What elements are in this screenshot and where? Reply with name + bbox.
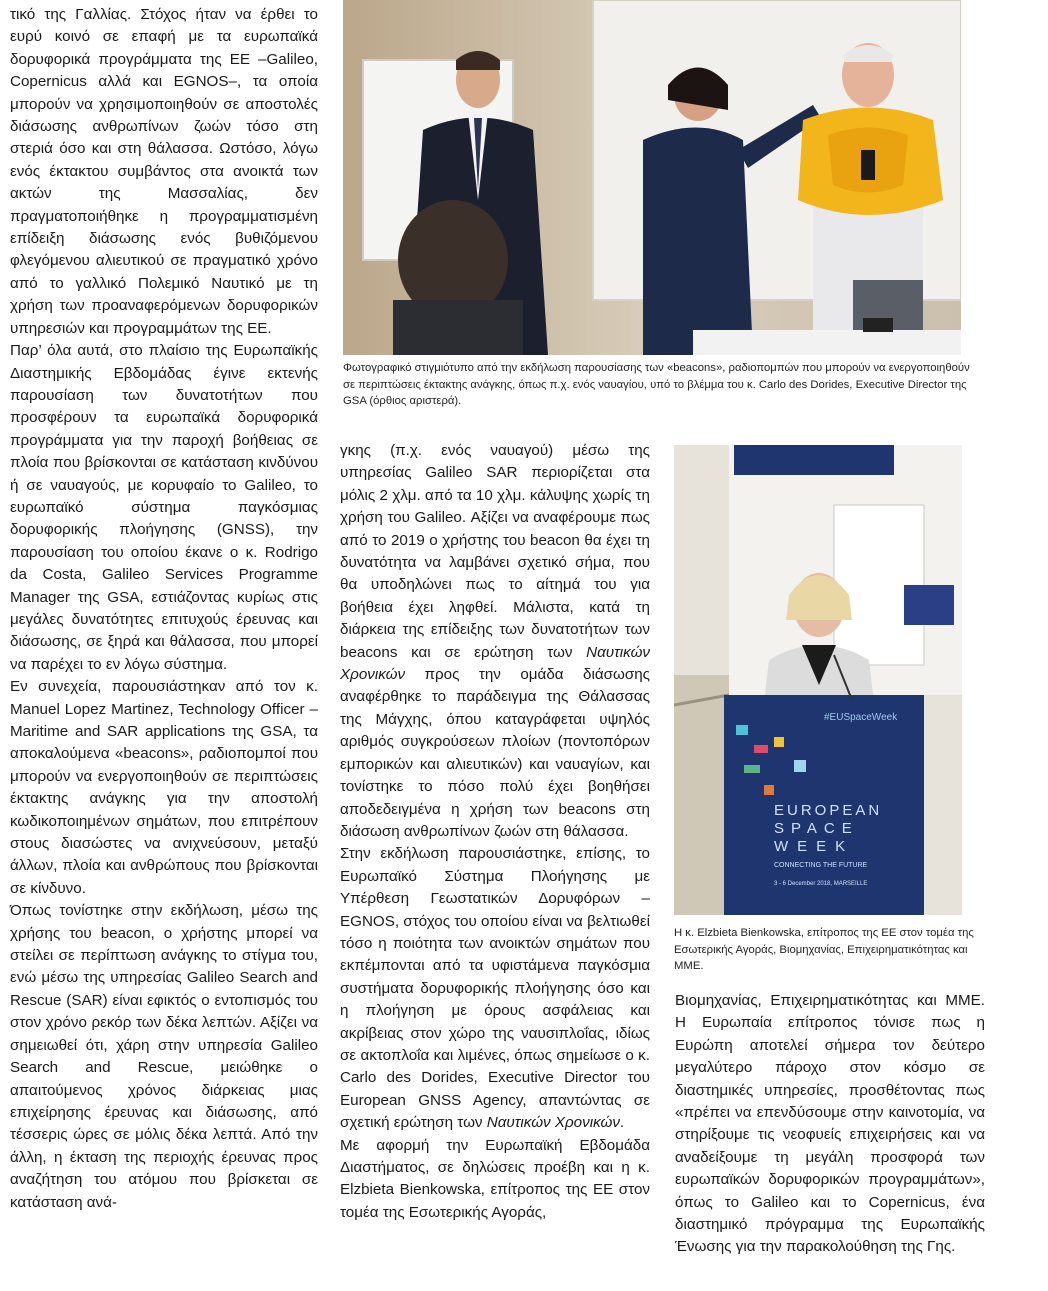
podium-brand-line-2: SPACE [774,820,859,837]
podium-tagline: CONNECTING THE FUTURE [774,862,868,869]
article-column-2 [340,440,650,1224]
navy-jacket [643,128,753,356]
photo-caption: Φωτογραφικό στιγμιότυπο από την εκδήλωση παρουσίασης των «beacons», ραδιοπομπών που μπορούν να ενεργοποιηθούν σε περιπτώσεις έκτακτης ανάγκης, όπως π.χ. ενός ναυαγίου, υπό το βλέμμα του κ. Carlo des Dorides, Executive Director της GSA (όρθιος αριστερά). [343,362,970,407]
photo-beacon-demonstration [343,0,961,355]
paragraph: τικό της Γαλλίας. Στόχος ήταν να έρθει το ευρύ κοινό σε επαφή με τα ευρωπαϊκά δορυφορικά προγράμματα της ΕΕ –Galileo, Copernicus αλλά και EGNOS–, τα οποία μπορούν να χρησιμοποιηθούν σε αποστολές διάσωσης ανθρωπίνων ζωών τόσο στη στεριά όσο και στη θάλασσα. Ωστόσο, λόγω ενός έκτακτου συμβάντος στα ανοικτά των ακτών της Μασσαλίας, δεν πραγματοποιήθηκε η προγραμματισμένη επίδειξη διάσωσης ενός βυθιζόμενου φλεγόμενου αλιευτικού σε πραγματικό χρόνο από το γαλλικό Πολεμικό Ναυτικό με τη χρήση των προαναφερόμενων δορυφορικών υπηρεσιών και προγραμμάτων της ΕΕ. [10,6,318,337]
paragraph [340,843,650,1134]
text-run: γκης (π.χ. ενός ναυαγού) μέσω της υπηρεσίας Galileo SAR περιορίζεται στα μόλις 2 χλμ. από τα 10 χλμ. κάλυψης χωρίς τη χρήση του Galileo. Αξίζει να αναφέρουμε πως από το 2019 ο χρήστης του beacon θα έχει τη δυνατότητα να λαμβάνει σχετικό σήμα, που θα υποδηλώνει πως το αίτημά του για βοήθεια έχει ληφθεί. Μάλιστα, κατά τη διάρκεια της επίδειξης των δυνατοτήτων των beacons και σε ερώτηση των [340,442,650,661]
text-run: Στην εκδήλωση παρουσιάστηκε, επίσης, το Ευρωπαϊκό Σύστημα Πλοήγησης με Υπέρθεση Γεωστατικών Δορυφόρων – EGNOS, στόχος του οποίου είναι να βελτιωθεί τόσο η ποιότητα των ανοικτών σημάτων που εκπέμπονται από τα υφιστάμενα παγκόσμια συστήματα δορυφορικής πλοήγησης όσο και η πλοήγηση με όρους ασφάλειας και ακρίβειας στον χώρο της ναυσιπλοΐας, ιδίως σε ακτοπλοΐα και λιμένες, όπως σημείωσε ο κ. Carlo des Dorides, Executive Director του European GNSS Agency, απαντώντας σε σχετική ερώτηση των [340,845,650,1132]
photo-beacon-demonstration-illustration [343,0,961,355]
paragraph [340,440,650,843]
publication-name: Ναυτικών Χρονικών [340,643,650,684]
paragraph: Με αφορμή την Ευρωπαϊκή Εβδομάδα Διαστήματος, σε δηλώσεις προέβη και η κ. Elzbieta Bienkowska, επίτροπος της ΕΕ στον τομέα της Εσωτερικής Αγοράς, [340,1136,650,1221]
text-run: . [619,1114,625,1132]
photo-caption: Η κ. Elzbieta Bienkowska, επίτροπος της ΕΕ στον τομέα της Εσωτερικής Αγοράς, Βιομηχανίας, Επιχειρηματικότητας και ΜΜΕ. [674,927,974,972]
paragraph: Βιομηχανίας, Επιχειρηματικότητας και ΜΜΕ. Η Ευρωπαία επίτροπος τόνισε πως η Ευρώπη αποτελεί σήμερα τον δεύτερο μεγαλύτερο πάροχο στον κόσμο σε διαστημικές υπηρεσίες, προσθέτοντας πως «πρέπει να επενδύσουμε στην καινοτομία, να στηρίξουμε τις νεοφυείς επιχειρήσεις και να αναδείξουμε τη μεγάλη προσφορά των ευρωπαϊκών δορυφορικών προγραμμάτων», όπως το Galileo και το Copernicus, ένα διαστημικό πρόγραμμα της Ευρωπαϊκής Ένωσης για την παρακολούθηση της Γης. [675,992,985,1256]
podium-brand-line-3: WEEK [774,838,855,855]
photo-commissioner-podium [674,445,962,915]
podium-dates: 3 - 6 December 2018, MARSEILLE [774,881,868,887]
publication-name: Ναυτικών Χρονικών [486,1114,620,1132]
podium-brand-line-1: EUROPEAN [774,802,883,819]
paragraph: Παρ’ όλα αυτά, στο πλαίσιο της Ευρωπαϊκής Διαστημικής Εβδομάδας έγινε εκτενής παρουσίαση των δυνατοτήτων που προσφέρουν τα ευρωπαϊκά δορυφορικά προγράμματα για την παροχή βοήθειας σε πλοία που βρίσκονται σε κατάσταση κινδύνου ή σε ναυαγούς, με κορυφαίο το Galileo, το ευρωπαϊκό σύστημα παγκόσμιας δορυφορικής πλοήγησης (GNSS), την παρουσίαση του οποίου έκανε ο κ. Rodrigo da Costa, Galileo Services Programme Manager της GSA, εστιάζοντας κυρίως στις μεγάλες δυνατότητες επιτυχούς έρευνας και διάσωσης, σε ξηρά και θάλασσα, που μπορεί να παρέχει το εν λόγω σύστημα. [10,342,318,673]
article-column-3 [675,990,985,1259]
text-run: προς την ομάδα διάσωσης αναφέρθηκε το παράδειγμα της Θάλασσας της Μάγχης, όπου καταγράφεται υψηλός αριθμός συγκρούσεων πλοίων (ποντοπόρων εμπορικών και αλιευτικών) και ναυαγίων, και τονίστηκε το πόσο πολύ έχει βοηθήσει αποδεδειγμένα η χρήση των beacons στη διάσωση ανθρωπίνων ζωών στη θάλασσα. [340,666,650,840]
paragraph: Εν συνεχεία, παρουσιάστηκαν από τον κ. Manuel Lopez Martinez, Technology Officer – Maritime and SAR applications της GSA, τα αποκαλούμενα «beacons», ραδιοπομποί που μπορούν να ενεργοποιηθούν σε περιπτώσεις έκτακτης ανάγκης για την αποστολή κωδικοποιημένων σημάτων, που επιτρέπουν στους διασώστες να ανιχνεύσουν, μεταξύ άλλων, πλοία και ανθρώπους που βρίσκονται σε κίνδυνο. [10,678,318,897]
article-column-1 [10,4,318,1214]
podium-hashtag: #EUSpaceWeek [824,712,898,723]
paragraph: Όπως τονίστηκε στην εκδήλωση, μέσω της χρήσης του beacon, ο χρήστης μπορεί να στείλει σε περίπτωση ανάγκης το στίγμα του, ενώ μέσω της υπηρεσίας Galileo Search and Rescue (SAR) είναι εφικτός ο εντοπισμός του στον χρόνο ρεκόρ των δέκα λεπτών. Αξίζει να σημειωθεί ότι, χάρη στην υπηρεσία Galileo Search and Rescue, μειώθηκε ο απαιτούμενος χρόνος διάρκειας μιας επιχείρησης έρευνας και διάσωσης, από τέσσερις ώρες σε μόλις δέκα λεπτά. Από την άλλη, η έκταση της περιοχής έρευνας προς αναζήτηση του ατόμου που βρίσκεται σε κατάσταση ανά- [10,902,318,1211]
photo-commissioner-illustration [674,445,962,915]
